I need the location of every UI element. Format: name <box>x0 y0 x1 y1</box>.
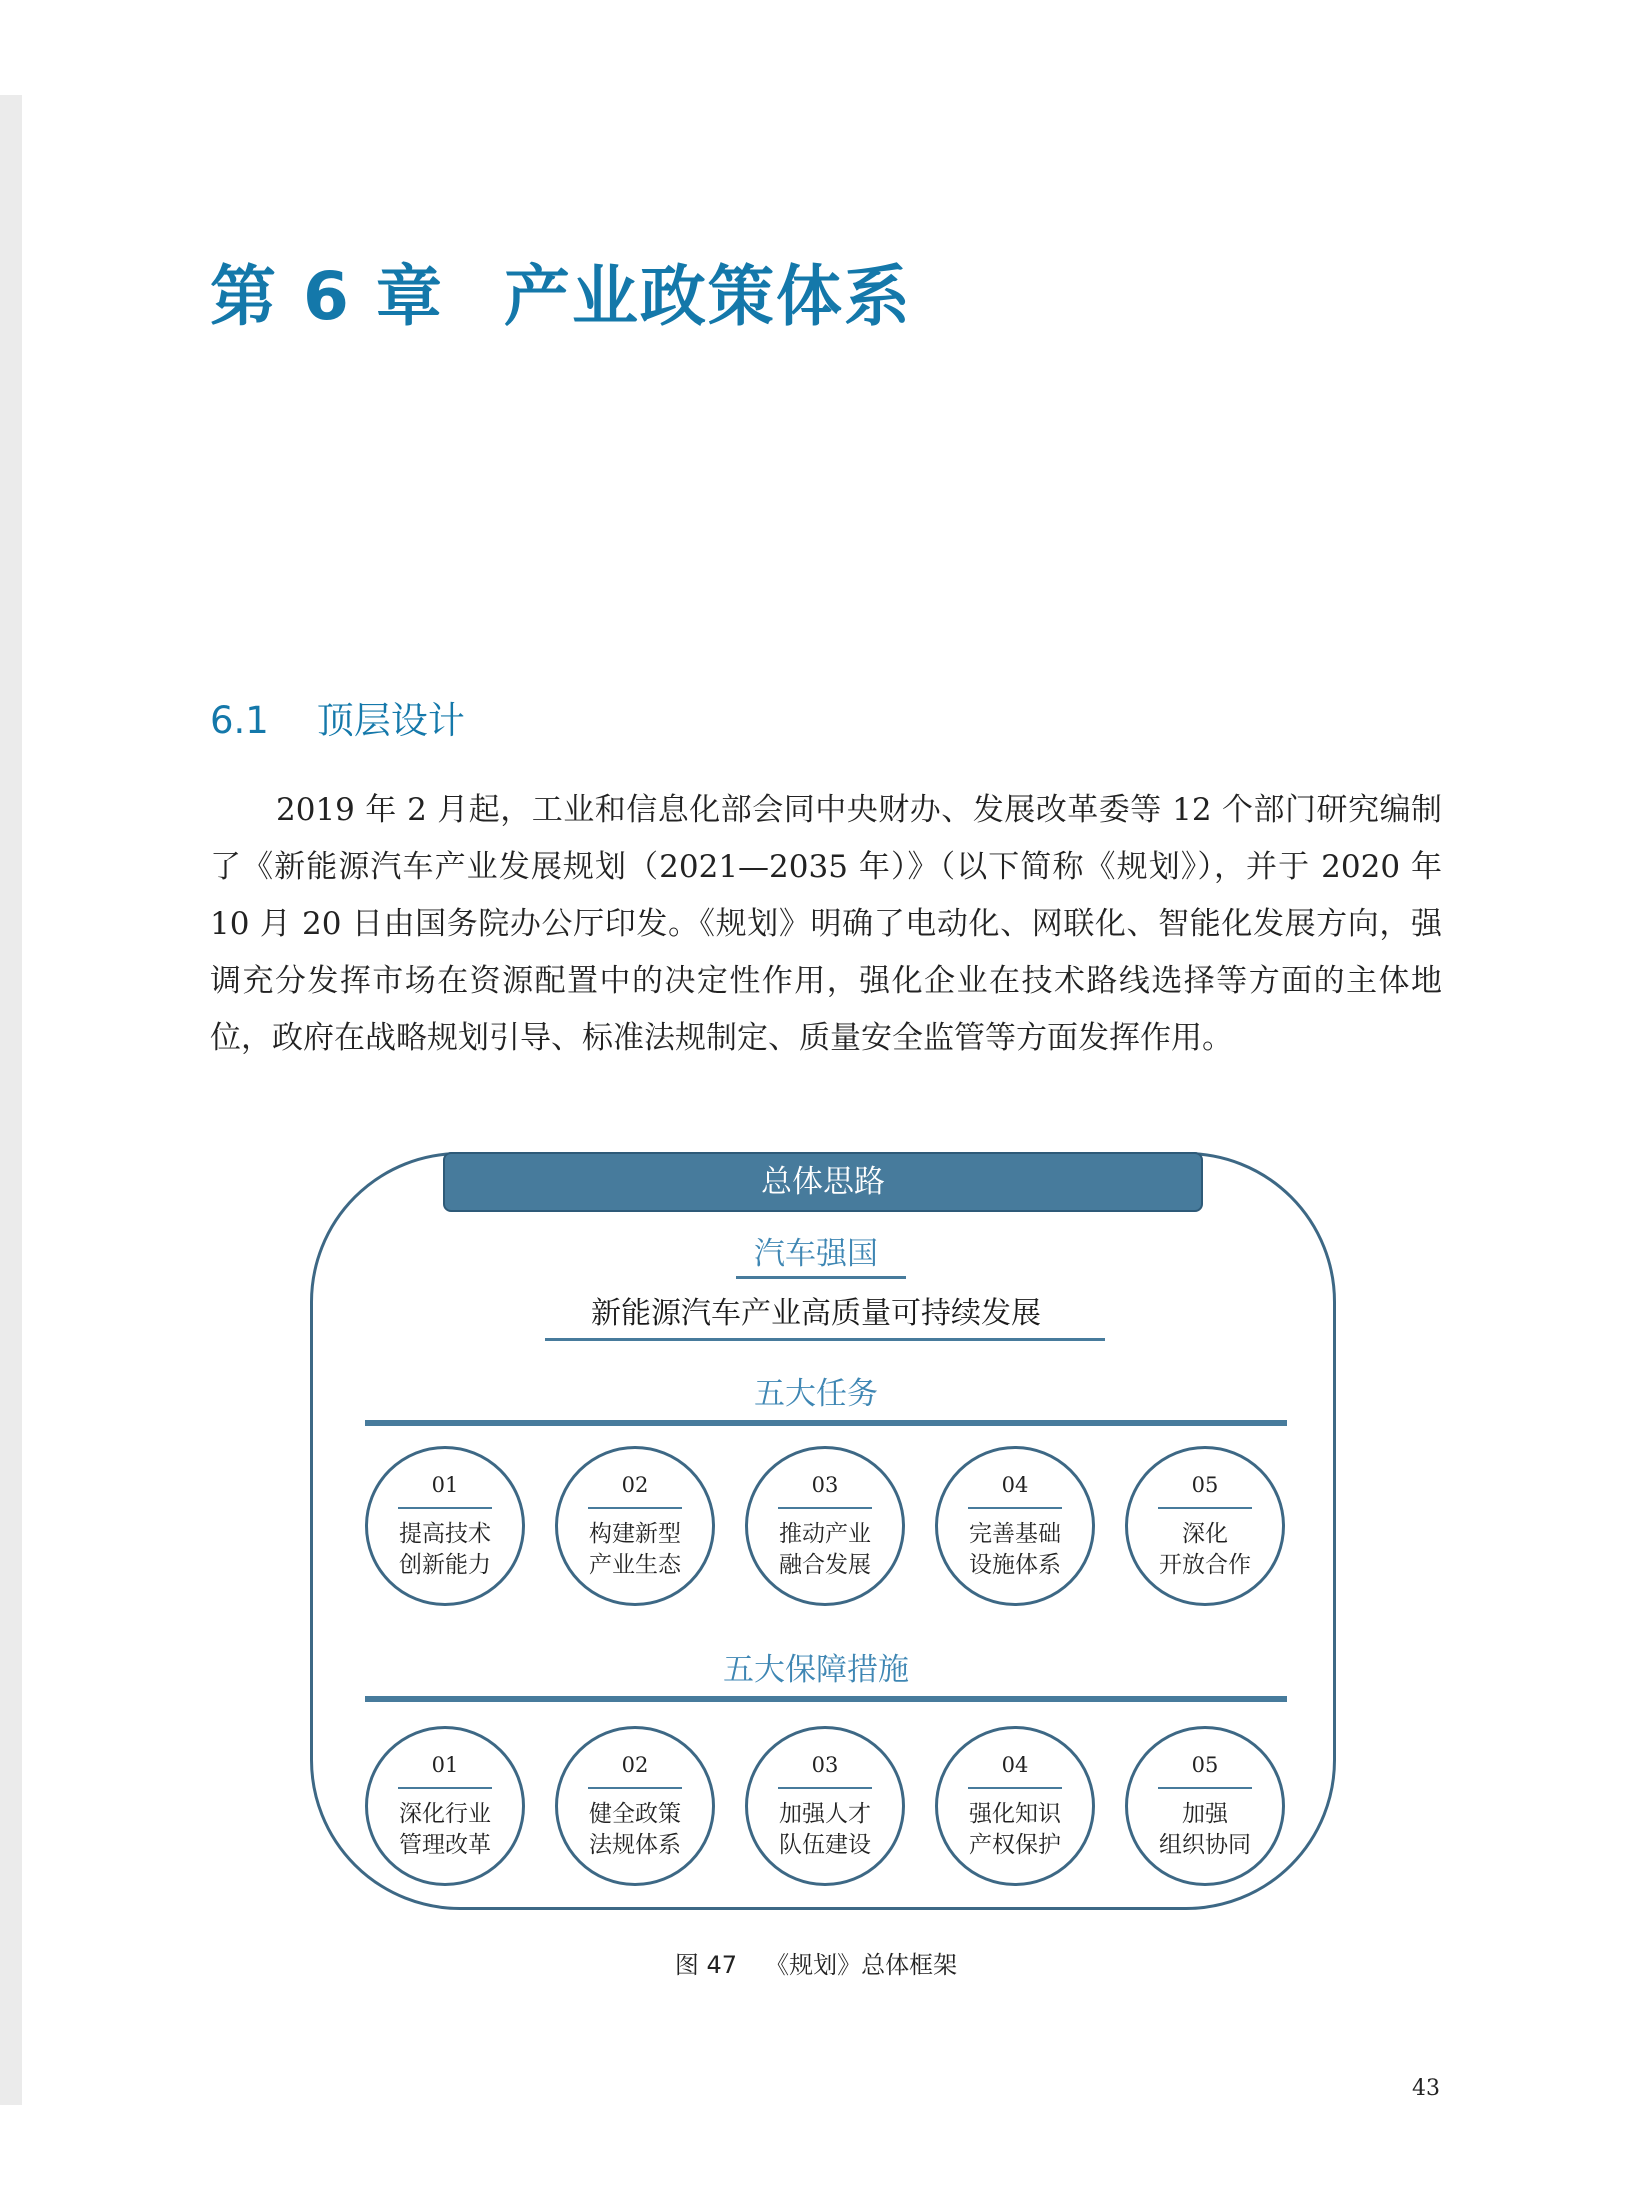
measure-circle-04 <box>935 1726 1095 1886</box>
measure-label <box>558 1799 712 1861</box>
task-label <box>368 1519 522 1581</box>
measure-circle-02 <box>555 1726 715 1886</box>
task-number: 04 <box>1001 1473 1029 1497</box>
section-number: 6.1 <box>210 699 269 742</box>
theme-underline <box>545 1338 1105 1341</box>
task-label-line1: 推动产业 <box>779 1521 871 1547</box>
task-number: 01 <box>431 1473 459 1497</box>
figure-frame <box>310 1152 1336 1910</box>
measure-label <box>938 1799 1092 1861</box>
task-number: 02 <box>621 1473 649 1497</box>
page-left-edge <box>0 95 22 2105</box>
measures-divider <box>365 1696 1287 1702</box>
task-circle-04 <box>935 1446 1095 1606</box>
measure-number: 03 <box>811 1753 839 1777</box>
measure-label <box>1128 1799 1282 1861</box>
task-circle-03 <box>745 1446 905 1606</box>
tasks-divider <box>365 1420 1287 1426</box>
measure-number-underline <box>968 1787 1062 1789</box>
measure-label-line1: 健全政策 <box>589 1801 681 1827</box>
measure-number-underline <box>398 1787 492 1789</box>
measure-label-line1: 加强 <box>1182 1801 1228 1827</box>
body-paragraph: 2019 年 2 月起，工业和信息化部会同中央财办、发展改革委等 12 个部门研究编制了《新能源汽车产业发展规划（2021—2035 年）》（以下简称《规划》），并于 2020 年 10 月 20 日由国务院办公厅印发。《规划》明确了电动化、网联化、智能化发展方向，强调充分发挥市场在资源配置中的决定性作用，强化企业在技术路线选择等方面的主体地位，政府在战略规划引导、标准法规制定、质量安全监管等方面发挥作用。 <box>210 792 1442 1056</box>
task-label-line2: 融合发展 <box>779 1552 871 1578</box>
tasks-title: 五大任务 <box>754 1376 878 1412</box>
measure-label-line1: 深化行业 <box>399 1801 491 1827</box>
page-number: 43 <box>1412 2076 1440 2101</box>
task-circle-02 <box>555 1446 715 1606</box>
measure-label-line2: 组织协同 <box>1159 1832 1251 1858</box>
measure-circle-01 <box>365 1726 525 1886</box>
task-label-line1: 深化 <box>1182 1521 1228 1547</box>
task-label-line2: 开放合作 <box>1159 1552 1251 1578</box>
task-label-line1: 完善基础 <box>969 1521 1061 1547</box>
task-number-underline <box>398 1507 492 1509</box>
measure-label-line2: 队伍建设 <box>779 1832 871 1858</box>
measure-label <box>368 1799 522 1861</box>
figure-header-bar: 总体思路 <box>443 1152 1203 1212</box>
task-label-line2: 设施体系 <box>969 1552 1061 1578</box>
measure-number: 02 <box>621 1753 649 1777</box>
measure-label-line1: 加强人才 <box>779 1801 871 1827</box>
measure-number: 04 <box>1001 1753 1029 1777</box>
task-number: 03 <box>811 1473 839 1497</box>
task-circle-01 <box>365 1446 525 1606</box>
measure-label-line2: 管理改革 <box>399 1832 491 1858</box>
task-number-underline <box>1158 1507 1252 1509</box>
caption-label: 图 47 <box>674 1951 738 1979</box>
task-label-line1: 提高技术 <box>399 1521 491 1547</box>
chapter-name: 产业政策体系 <box>503 258 912 335</box>
chapter-title <box>210 243 912 338</box>
task-label-line2: 创新能力 <box>399 1552 491 1578</box>
task-label-line2: 产业生态 <box>589 1552 681 1578</box>
measure-circle-05 <box>1125 1726 1285 1886</box>
task-label <box>1128 1519 1282 1581</box>
measure-label-line1: 强化知识 <box>969 1801 1061 1827</box>
measure-number-underline <box>1158 1787 1252 1789</box>
measure-label <box>748 1799 902 1861</box>
task-label-line1: 构建新型 <box>589 1521 681 1547</box>
task-label <box>558 1519 712 1581</box>
measure-number: 01 <box>431 1753 459 1777</box>
goal-label: 汽车强国 <box>754 1236 878 1272</box>
task-circle-05 <box>1125 1446 1285 1606</box>
measure-circle-03 <box>745 1726 905 1886</box>
task-label <box>748 1519 902 1581</box>
measure-number: 05 <box>1191 1753 1219 1777</box>
measures-title: 五大保障措施 <box>723 1652 909 1688</box>
task-number: 05 <box>1191 1473 1219 1497</box>
task-number-underline <box>968 1507 1062 1509</box>
goal-underline <box>736 1276 906 1279</box>
caption-text: 《规划》总体框架 <box>765 1951 958 1979</box>
measure-label-line2: 法规体系 <box>589 1832 681 1858</box>
measure-label-line2: 产权保护 <box>969 1832 1061 1858</box>
task-label <box>938 1519 1092 1581</box>
theme-label: 新能源汽车产业高质量可持续发展 <box>591 1296 1041 1331</box>
task-number-underline <box>778 1507 872 1509</box>
section-heading <box>210 690 465 744</box>
chapter-number: 第 6 章 <box>210 258 444 335</box>
section-title: 顶层设计 <box>316 699 465 742</box>
figure-caption <box>0 1945 1632 1980</box>
measure-number-underline <box>778 1787 872 1789</box>
measure-number-underline <box>588 1787 682 1789</box>
task-number-underline <box>588 1507 682 1509</box>
